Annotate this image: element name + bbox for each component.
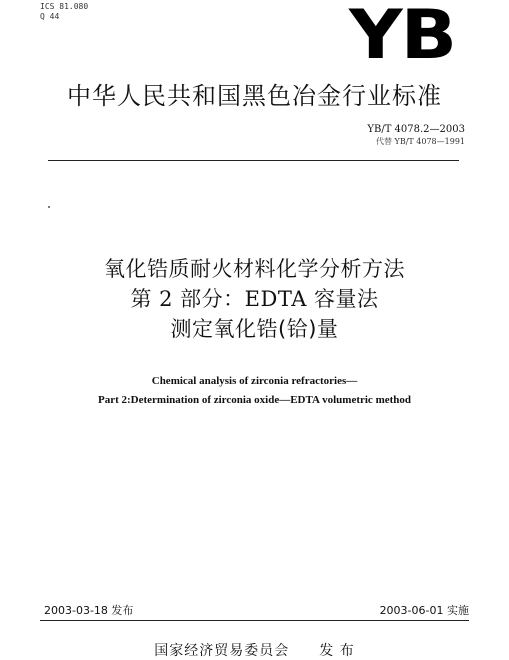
chinese-title <box>0 254 509 344</box>
ics-code <box>40 2 88 22</box>
bottom-divider <box>40 620 469 621</box>
chinese-title-line3: 测定氧化锆(铪)量 <box>170 317 339 341</box>
chinese-title-line2: 第 2 部分：EDTA 容量法 <box>130 287 379 311</box>
english-title <box>0 372 509 410</box>
english-title-line1: Chemical analysis of zirconia refractories— <box>151 375 358 387</box>
chinese-title-line1: 氧化锆质耐火材料化学分析方法 <box>104 257 405 281</box>
replaces-standard: 代替 YB/T 4078—1991 <box>376 137 465 146</box>
top-divider <box>48 160 459 161</box>
english-title-line2: Part 2:Determination of zirconia oxide—EDTA volumetric method <box>97 394 412 406</box>
issue-date: 2003-03-18 发布 <box>44 604 134 617</box>
standard-number: YB/T 4078.2—2003 <box>367 124 465 135</box>
issuing-authority: 国家经济贸易委员会 发 布 <box>154 643 355 659</box>
ccs-number: Q 44 <box>40 12 60 21</box>
yb-logo: YB <box>349 0 455 75</box>
ics-number: ICS 81.080 <box>40 2 89 11</box>
implementation-date: 2003-06-01 实施 <box>379 604 469 617</box>
standard-number-block <box>367 124 465 148</box>
stray-dot <box>48 206 50 208</box>
industry-standard-title: 中华人民共和国黑色冶金行业标准 <box>67 82 442 110</box>
